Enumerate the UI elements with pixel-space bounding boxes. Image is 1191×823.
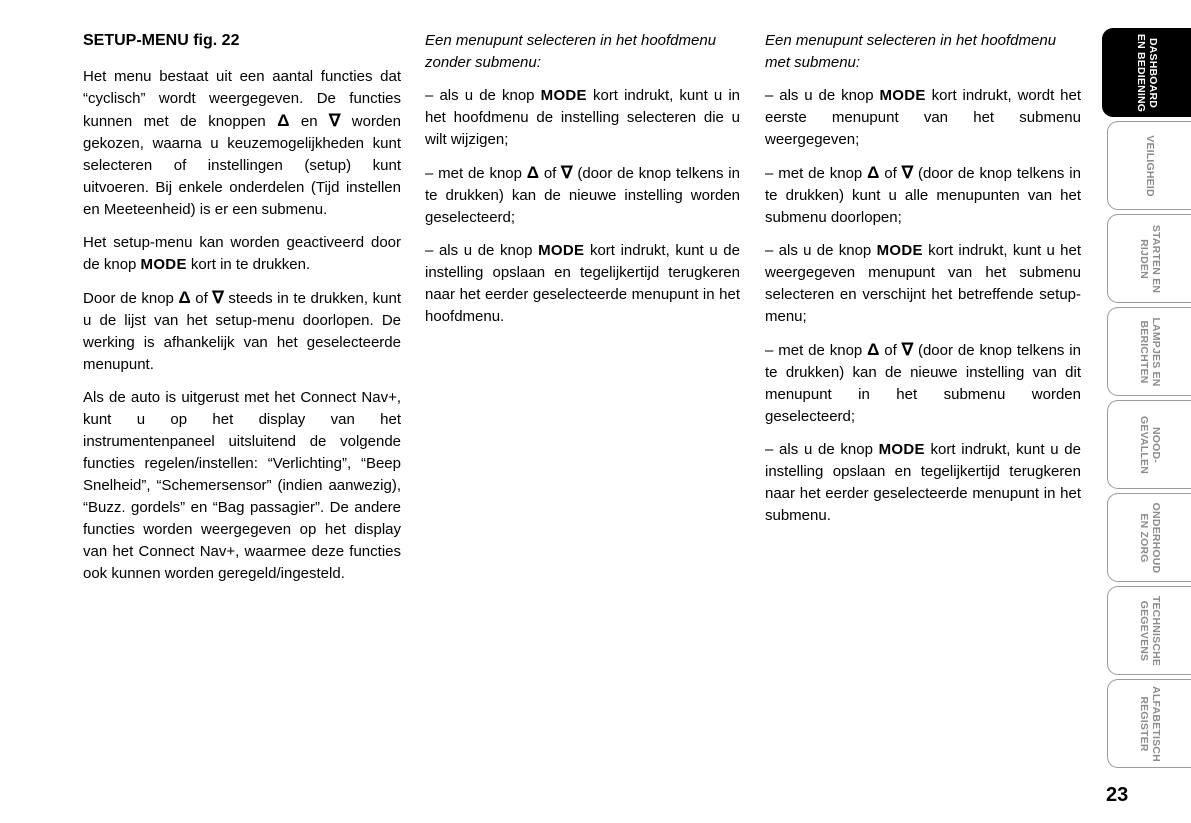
paragraph: Het setup-menu kan worden geactiveerd door de knop MODE kort in te drukken. xyxy=(83,234,401,273)
tab-lampjes-en-berichten xyxy=(1107,307,1191,396)
list-item: – als u de knop MODE kort indrukt, wordt het eerste menupunt van het submenu weergegeven; xyxy=(765,87,1081,148)
tab-label: LAMPJES EN BERICHTEN xyxy=(1137,316,1162,387)
tab-onderhoud-en-zorg xyxy=(1107,493,1191,582)
middle-column xyxy=(425,30,740,339)
tab-label: VEILIGHEID xyxy=(1143,134,1156,197)
paragraph: Als de auto is uitgerust met het Connect Nav+, kunt u op het display van het instrumentenpaneel uitsluitend de volgende functies regelen/instellen: “Verlichting”, “Beep Snelheid”, “Schemersensor” (indien aanwezig), “Buzz. gordels” en “Bag passagier”. De andere functies worden weergegeven op het display van het Connect Nav+, waarmee deze functies ook kunnen worden geregeld/ingesteld. xyxy=(83,389,401,582)
tab-noodgevallen xyxy=(1107,400,1191,489)
section-heading: SETUP-MENU fig. 22 xyxy=(83,32,240,49)
subsection-heading: Een menupunt selecteren in het hoofdmenu met submenu: xyxy=(765,32,1057,71)
list-item: – met de knop Δ of ∇ (door de knop telkens in te drukken) kunt u alle menupunten van het submenu doorlopen; xyxy=(765,163,1081,226)
tab-label: STARTEN EN RIJDEN xyxy=(1137,224,1162,293)
paragraph: Door de knop Δ of ∇ steeds in te drukken, kunt u de lijst van het setup-menu doorlopen. De werking is afhankelijk van het geselecteerde menupunt. xyxy=(83,288,401,373)
tab-dashboard-en-bediening xyxy=(1102,28,1191,117)
tab-alfabetisch-register xyxy=(1107,679,1191,768)
tab-label: ALFABETISCH REGISTER xyxy=(1137,685,1162,762)
tab-label: ONDERHOUD EN ZORG xyxy=(1137,502,1162,573)
subsection-heading: Een menupunt selecteren in het hoofdmenu zonder submenu: xyxy=(425,32,717,71)
list-item: – als u de knop MODE kort indrukt, kunt u in het hoofdmenu de instelling selecteren die u wilt wijzigen; xyxy=(425,87,740,148)
left-column xyxy=(83,30,401,596)
page-number: 23 xyxy=(1106,784,1129,806)
tab-label: NOOD- GEVALLEN xyxy=(1137,415,1162,474)
tab-label: DASHBOARD EN BEDIENING xyxy=(1134,33,1159,112)
tab-label: TECHNISCHE GEGEVENS xyxy=(1137,595,1162,666)
list-item: – als u de knop MODE kort indrukt, kunt u de instelling opslaan en tegelijkertijd terugkeren naar het eerder geselecteerde menupunt in het submenu. xyxy=(765,441,1081,524)
list-item: – als u de knop MODE kort indrukt, kunt u de instelling opslaan en tegelijkertijd terugkeren naar het eerder geselecteerde menupunt in het hoofdmenu. xyxy=(425,242,740,325)
paragraph: Het menu bestaat uit een aantal functies dat “cyclisch” wordt weergegeven. De functies kunnen met de knoppen Δ en ∇ worden gekozen, waarna u keuzemogelijkheden kunt selecteren of instellingen (setup) kunt uitvoeren. Bij enkele onderdelen (Tijd instellen en Meeteenheid) is er een submenu. xyxy=(83,68,401,218)
list-item: – als u de knop MODE kort indrukt, kunt u het weergegeven menupunt van het submenu selecteren en verschijnt het betreffende setup-menu; xyxy=(765,242,1081,325)
right-column xyxy=(765,30,1081,538)
tab-veiligheid xyxy=(1107,121,1191,210)
list-item: – met de knop Δ of ∇ (door de knop telkens in te drukken) kan de nieuwe instelling worden geselecteerd; xyxy=(425,163,740,226)
tab-starten-en-rijden xyxy=(1107,214,1191,303)
tab-technische-gegevens xyxy=(1107,586,1191,675)
list-item: – met de knop Δ of ∇ (door de knop telkens in te drukken) kan de nieuwe instelling van dit menupunt in het submenu worden geselecteerd; xyxy=(765,340,1081,425)
